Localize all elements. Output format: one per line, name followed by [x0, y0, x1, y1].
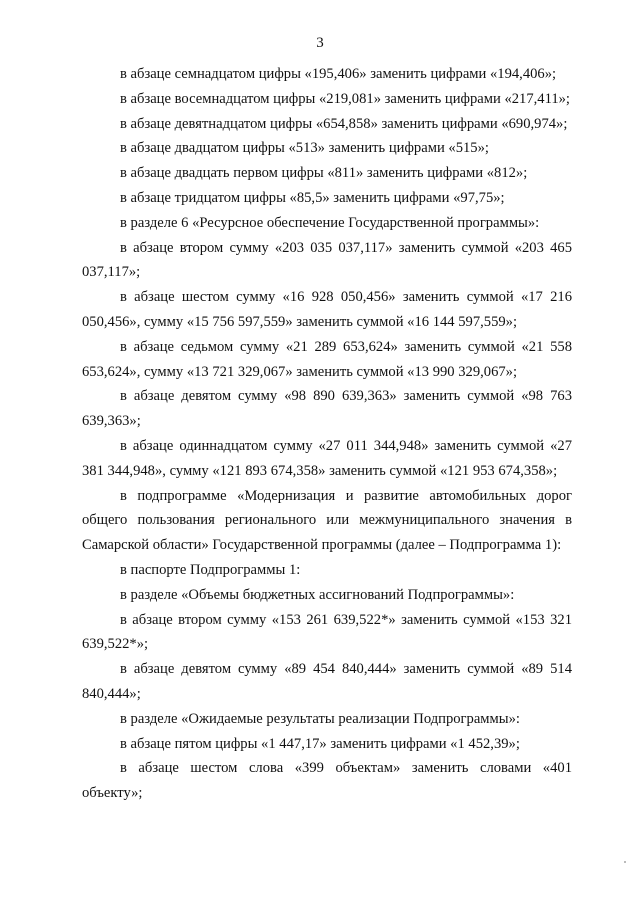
scan-artifact-dot [624, 861, 626, 863]
paragraph-12: в абзаце одиннадцатом сумму «27 011 344,948» заменить суммой «27 381 344,948», сумму «121 893 674,358» заменить суммой «121 953 674,358»; [82, 437, 572, 479]
paragraph-4: в абзаце двадцатом цифры «513» заменить цифрами «515»; [120, 140, 489, 157]
paragraph-3: в абзаце девятнадцатом цифры «654,858» заменить цифрами «690,974»; [120, 115, 568, 132]
paragraph-1: в абзаце семнадцатом цифры «195,406» заменить цифрами «194,406»; [120, 66, 557, 82]
paragraph-5: в абзаце двадцать первом цифры «811» заменить цифрами «812»; [120, 165, 528, 182]
paragraph-8: в абзаце втором сумму «203 035 037,117» заменить суммой «203 465 037,117»; [82, 239, 572, 281]
paragraph-18: в разделе «Ожидаемые результаты реализации Подпрограммы»: [120, 710, 520, 727]
paragraph-17: в абзаце девятом сумму «89 454 840,444» заменить суммой «89 514 840,444»; [82, 661, 572, 702]
paragraph-13: в подпрограмме «Модернизация и развитие автомобильных дорог общего пользования регионального или межмуниципального значения в Самарской области» Государственной программы (далее – Подпрограмма 1): [82, 487, 572, 554]
paragraph-16: в абзаце втором сумму «153 261 639,522*» заменить суммой «153 321 639,522*»; [82, 611, 572, 653]
paragraph-6: в абзаце тридцатом цифры «85,5» заменить цифрами «97,75»; [120, 189, 505, 206]
paragraph-19: в абзаце пятом цифры «1 447,17» заменить цифрами «1 452,39»; [120, 735, 520, 752]
document-body [82, 62, 572, 806]
paragraph-2: в абзаце восемнадцатом цифры «219,081» заменить цифрами «217,411»; [120, 90, 570, 107]
paragraph-10: в абзаце седьмом сумму «21 289 653,624» заменить суммой «21 558 653,624», сумму «13 721 329,067» заменить суммой «13 990 329,067»; [82, 338, 572, 380]
paragraph-11: в абзаце девятом сумму «98 890 639,363» заменить суммой «98 763 639,363»; [82, 388, 572, 430]
page-number: 3 [316, 35, 324, 51]
paragraph-20: в абзаце шестом слова «399 объектам» заменить словами «401 объекту»; [82, 760, 572, 802]
paragraph-15: в разделе «Объемы бюджетных ассигнований Подпрограммы»: [120, 586, 515, 603]
paragraph-14: в паспорте Подпрограммы 1: [120, 561, 301, 578]
paragraph-9: в абзаце шестом сумму «16 928 050,456» заменить суммой «17 216 050,456», сумму «15 756 597,559» заменить суммой «16 144 597,559»; [82, 289, 572, 330]
paragraph-7: в разделе 6 «Ресурсное обеспечение Государственной программы»: [120, 214, 540, 231]
